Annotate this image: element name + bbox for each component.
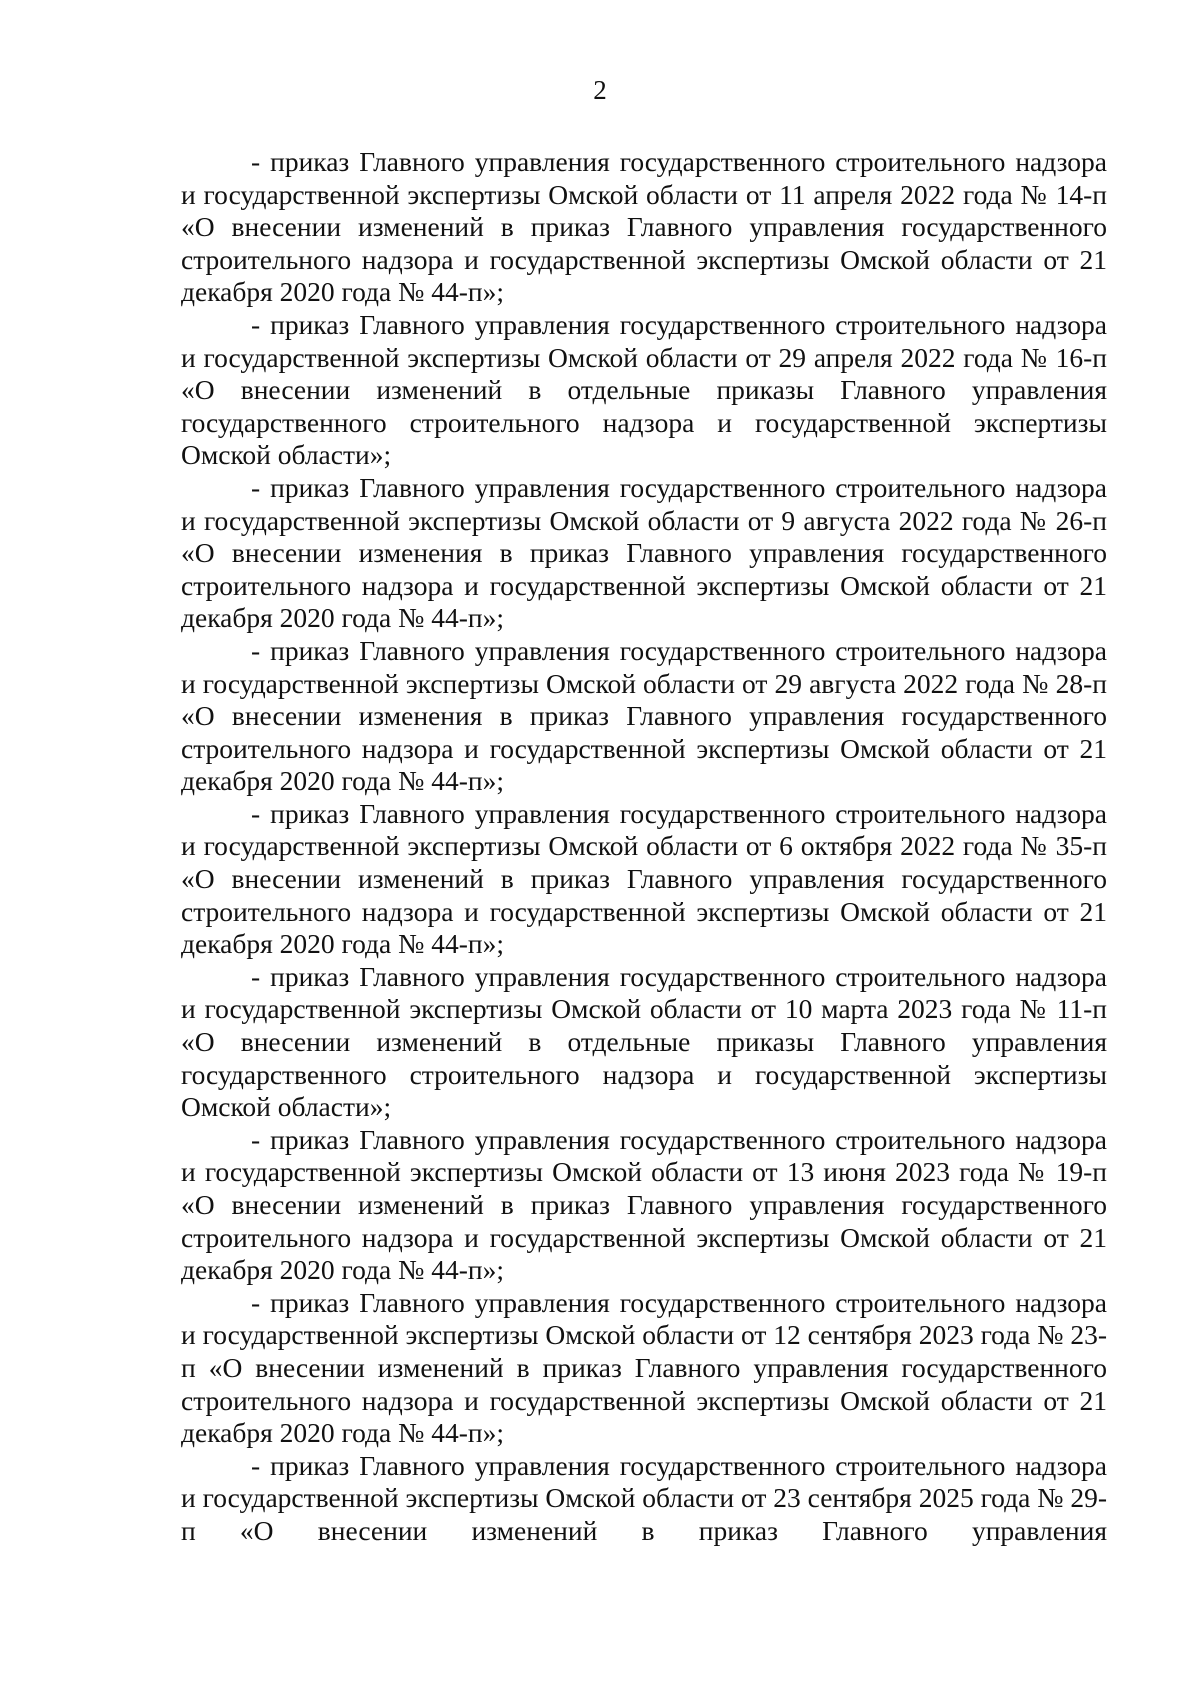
order-list-item: - приказ Главного управления государственного строительного надзора и государственной экспертизы Омской области от 29 августа 2022 года № 28-п «О внесении изменения в приказ Главного управления государственного строительного надзора и государственной экспертизы Омской области от 21 декабря 2020 года № 44-п»; [181, 634, 1107, 797]
page-number: 2 [593, 75, 607, 105]
order-list-item: - приказ Главного управления государственного строительного надзора и государственной экспертизы Омской области от 23 сентября 2025 года № 29-п «О внесении изменений в приказ Главного управления [181, 1449, 1107, 1546]
order-list-item: - приказ Главного управления государственного строительного надзора и государственной экспертизы Омской области от 13 июня 2023 года № 19-п «О внесении изменений в приказ Главного управления государственного строительного надзора и государственной экспертизы Омской области от 21 декабря 2020 года № 44-п»; [181, 1123, 1107, 1286]
order-list [181, 146, 1107, 1548]
order-list-item: - приказ Главного управления государственного строительного надзора и государственной экспертизы Омской области от 10 марта 2023 года № 11-п «О внесении изменений в отдельные приказы Главного управления государственного строительного надзора и государственной экспертизы Омской области»; [181, 960, 1107, 1123]
order-list-item: - приказ Главного управления государственного строительного надзора и государственной экспертизы Омской области от 12 сентября 2023 года № 23-п «О внесении изменений в приказ Главного управления государственного строительного надзора и государственной экспертизы Омской области от 21 декабря 2020 года № 44-п»; [181, 1286, 1107, 1449]
order-list-item: - приказ Главного управления государственного строительного надзора и государственной экспертизы Омской области от 29 апреля 2022 года № 16-п «О внесении изменений в отдельные приказы Главного управления государственного строительного надзора и государственной экспертизы Омской области»; [181, 308, 1107, 471]
order-list-item: - приказ Главного управления государственного строительного надзора и государственной экспертизы Омской области от 11 апреля 2022 года № 14-п «О внесении изменений в приказ Главного управления государственного строительного надзора и государственной экспертизы Омской области от 21 декабря 2020 года № 44-п»; [181, 146, 1107, 308]
order-list-item: - приказ Главного управления государственного строительного надзора и государственной экспертизы Омской области от 6 октября 2022 года № 35-п «О внесении изменений в приказ Главного управления государственного строительного надзора и государственной экспертизы Омской области от 21 декабря 2020 года № 44-п»; [181, 797, 1107, 960]
order-list-item: - приказ Главного управления государственного строительного надзора и государственной экспертизы Омской области от 9 августа 2022 года № 26-п «О внесении изменения в приказ Главного управления государственного строительного надзора и государственной экспертизы Омской области от 21 декабря 2020 года № 44-п»; [181, 471, 1107, 634]
